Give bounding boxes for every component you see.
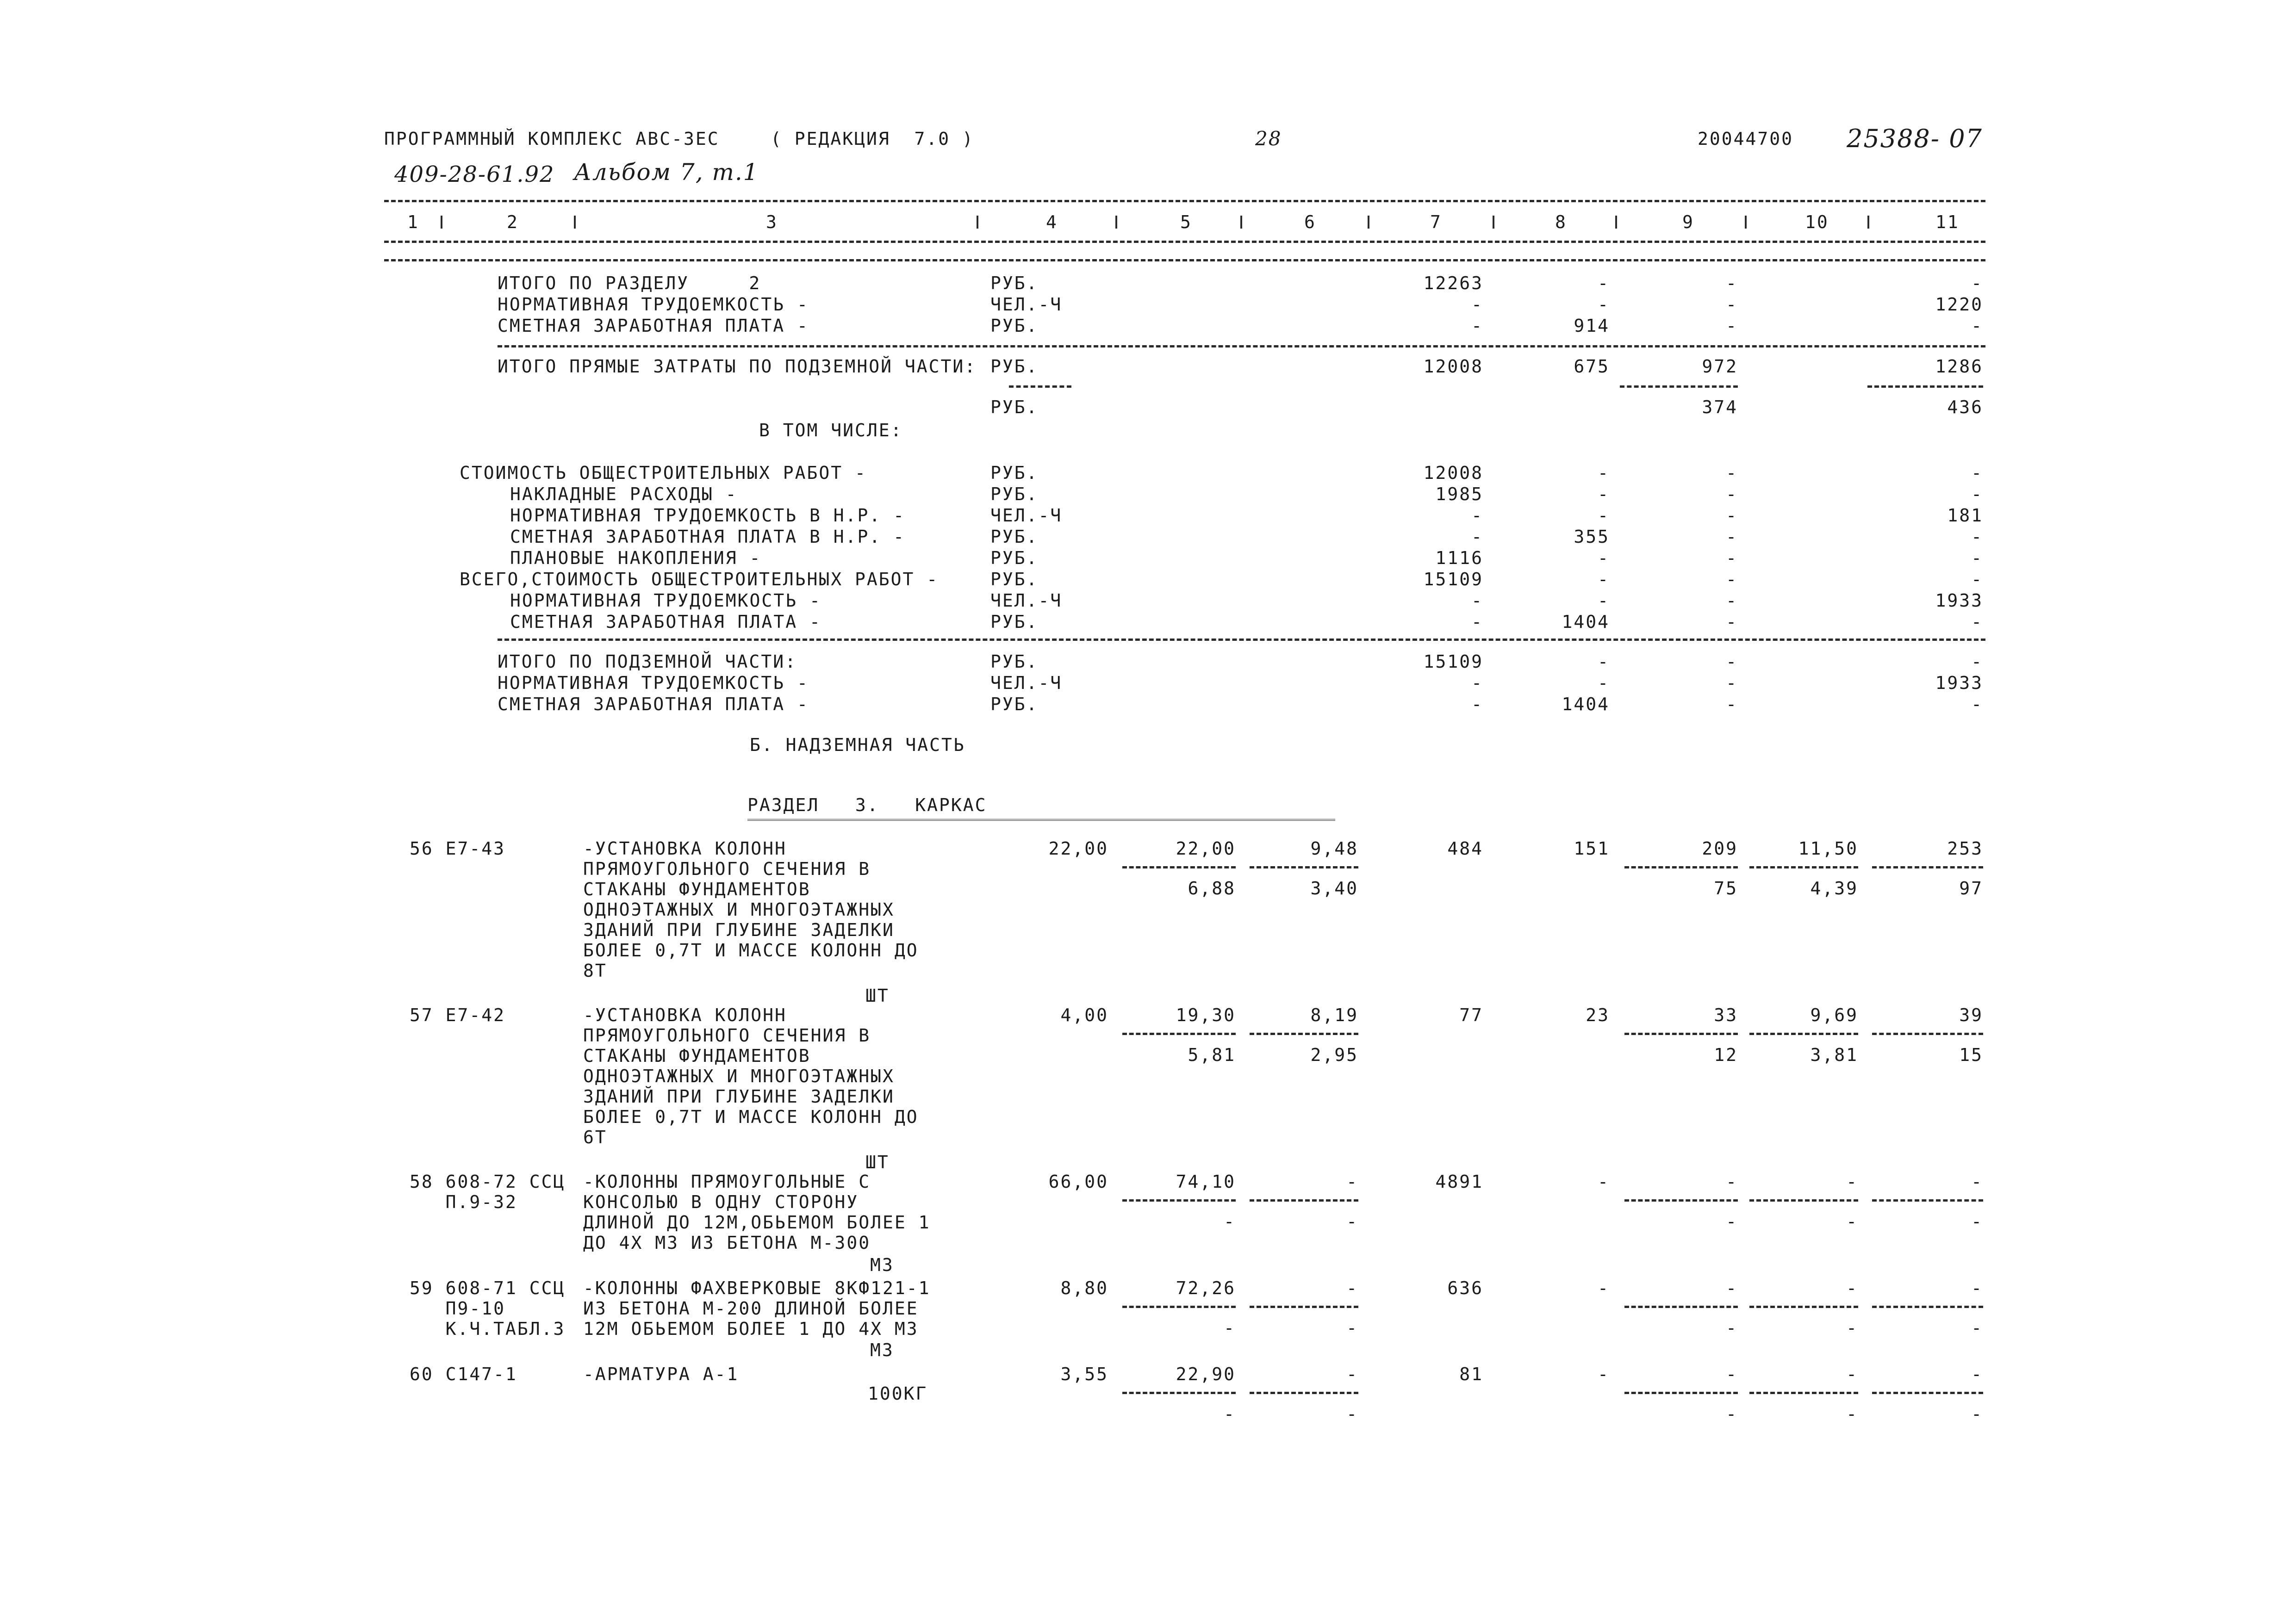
item-code: 57 Е7-42	[410, 1005, 506, 1025]
item-value-c9b: 12	[1714, 1045, 1738, 1065]
summary-value-c9: -	[1726, 316, 1738, 336]
item-description: -УСТАНОВКА КОЛОНН ПРЯМОУГОЛЬНОГО СЕЧЕНИЯ В СТАКАНЫ ФУНДАМЕНТОВ ОДНОЭТАЖНЫХ И МНОГОЭТАЖНЫХ ЗДАНИЙ ПРИ ГЛУБИНЕ ЗАДЕЛКИ БОЛЕЕ 0,7Т И МАССЕ КОЛОНН ДО 6Т	[583, 1005, 919, 1147]
column-number: 3	[766, 212, 778, 232]
column-separator	[1867, 216, 1869, 229]
summary-label: НОРМАТИВНАЯ ТРУДОЕМКОСТЬ -	[510, 590, 821, 611]
item-value-c4: 3,55	[1060, 1364, 1108, 1384]
summary-unit: РУБ.	[990, 527, 1039, 547]
item-description: -КОЛОННЫ ПРЯМОУГОЛЬНЫЕ С КОНСОЛЬЮ В ОДНУ СТОРОНУ ДЛИНОЙ ДО 12М,ОБЬЕМОМ БОЛЕЕ 1 ДО 4Х М3 ИЗ БЕТОНА М-300	[583, 1172, 931, 1253]
summary-label: СМЕТНАЯ ЗАРАБОТНАЯ ПЛАТА В Н.Р. -	[510, 527, 905, 547]
item-value-c10b: 4,39	[1810, 878, 1858, 899]
summary-value-c8: -	[1598, 294, 1610, 315]
rule	[498, 345, 1985, 347]
summary-value-c7: -	[1471, 294, 1483, 315]
including-label: В ТОМ ЧИСЛЕ:	[759, 420, 903, 440]
summary-value-c7: -	[1471, 316, 1483, 336]
summary-value-c11: 1933	[1935, 673, 1983, 693]
summary-value-c11: -	[1971, 463, 1983, 483]
item-value-c5b: 6,88	[1188, 878, 1236, 899]
item-value-c9b: -	[1726, 1211, 1738, 1232]
item-value-c6: -	[1346, 1172, 1358, 1192]
summary-unit: ЧЕЛ.-Ч	[990, 590, 1063, 611]
summary-value-c11: -	[1971, 484, 1983, 504]
summary-value-c9: -	[1726, 590, 1738, 611]
item-sub-rule	[1749, 1306, 1858, 1308]
column-number: 10	[1805, 212, 1829, 232]
column-number: 7	[1430, 212, 1442, 232]
edition-label: ( РЕДАКЦИЯ 7.0 )	[771, 129, 974, 149]
item-value-c10b: -	[1846, 1318, 1858, 1338]
summary-label: ВСЕГО,СТОИМОСТЬ ОБЩЕСТРОИТЕЛЬНЫХ РАБОТ -	[460, 569, 939, 589]
summary-value-c9: -	[1726, 569, 1738, 589]
item-value-c6b: -	[1346, 1318, 1358, 1338]
item-value-c10: 11,50	[1798, 838, 1858, 859]
item-sub-rule	[1872, 1199, 1983, 1202]
summary-value-c8: -	[1598, 673, 1610, 693]
direct-costs-c7: 12008	[1423, 356, 1483, 377]
item-sub-rule	[1250, 1306, 1358, 1308]
item-value-c6b: -	[1346, 1404, 1358, 1424]
summary-label: НАКЛАДНЫЕ РАСХОДЫ -	[510, 484, 738, 504]
item-value-c5b: -	[1224, 1211, 1236, 1232]
item-sub-rule	[1122, 866, 1236, 868]
direct-costs-c9: 972	[1702, 356, 1738, 377]
column-number: 4	[1046, 212, 1058, 232]
item-sub-rule	[1749, 1392, 1858, 1394]
item-unit: М3	[870, 1255, 894, 1275]
item-value-c5: 72,26	[1176, 1278, 1236, 1298]
summary-unit: ЧЕЛ.-Ч	[990, 505, 1063, 526]
item-value-c11: -	[1971, 1172, 1983, 1192]
item-value-c5: 19,30	[1176, 1005, 1236, 1025]
summary-value-c9: -	[1726, 651, 1738, 672]
item-value-c11: 39	[1959, 1005, 1983, 1025]
item-sub-rule	[1122, 1199, 1236, 1202]
item-value-c10: 9,69	[1810, 1005, 1858, 1025]
item-description: -АРМАТУРА А-1	[583, 1364, 739, 1384]
summary-value-c7: 15109	[1423, 569, 1483, 589]
summary-value-c9: -	[1726, 673, 1738, 693]
item-sub-rule	[1624, 1199, 1738, 1202]
item-value-c8: -	[1598, 1364, 1610, 1384]
item-value-c5b: 5,81	[1188, 1045, 1236, 1065]
item-value-c10b: -	[1846, 1211, 1858, 1232]
column-separator	[441, 216, 442, 229]
item-value-c9: 209	[1702, 838, 1738, 859]
item-value-c6b: -	[1346, 1211, 1358, 1232]
item-sub-rule	[1624, 1033, 1738, 1035]
item-value-c6: -	[1346, 1278, 1358, 1298]
summary-value-c9: -	[1726, 548, 1738, 568]
summary-unit: РУБ.	[990, 463, 1039, 483]
item-value-c7: 636	[1447, 1278, 1483, 1298]
item-value-c11b: 97	[1959, 878, 1983, 899]
item-sub-rule	[1624, 866, 1738, 868]
header-rule-top	[384, 200, 1985, 202]
section-underline	[747, 819, 1335, 824]
item-value-c4: 22,00	[1048, 838, 1108, 859]
summary-value-c8: -	[1598, 590, 1610, 611]
column-separator	[1240, 216, 1242, 229]
summary-unit: РУБ.	[990, 651, 1039, 672]
summary-label: НОРМАТИВНАЯ ТРУДОЕМКОСТЬ В Н.Р. -	[510, 505, 905, 526]
summary-value-c9: -	[1726, 484, 1738, 504]
item-value-c9b: 75	[1714, 878, 1738, 899]
summary-value-c8: -	[1598, 548, 1610, 568]
header-rule-bottom-2	[384, 259, 1985, 261]
item-sub-rule	[1872, 1306, 1983, 1308]
summary-value-c8: -	[1598, 463, 1610, 483]
summary-value-c7: -	[1471, 527, 1483, 547]
summary-label: ИТОГО ПО РАЗДЕЛУ 2	[498, 273, 761, 293]
item-value-c7: 4891	[1435, 1172, 1483, 1192]
column-separator	[1368, 216, 1369, 229]
item-description: -УСТАНОВКА КОЛОНН ПРЯМОУГОЛЬНОГО СЕЧЕНИЯ В СТАКАНЫ ФУНДАМЕНТОВ ОДНОЭТАЖНЫХ И МНОГОЭТАЖНЫХ ЗДАНИЙ ПРИ ГЛУБИНЕ ЗАДЕЛКИ БОЛЕЕ 0,7Т И МАССЕ КОЛОНН ДО 8Т	[583, 838, 919, 981]
summary-value-c7: -	[1471, 612, 1483, 632]
item-value-c4: 66,00	[1048, 1172, 1108, 1192]
column-number: 1	[407, 212, 419, 232]
item-sub-rule	[1749, 1199, 1858, 1202]
column-number: 8	[1555, 212, 1567, 232]
summary-value-c11: -	[1971, 273, 1983, 293]
item-value-c7: 484	[1447, 838, 1483, 859]
summary-label: НОРМАТИВНАЯ ТРУДОЕМКОСТЬ -	[498, 294, 809, 315]
column-number: 6	[1304, 212, 1316, 232]
item-value-c8: -	[1598, 1172, 1610, 1192]
direct-costs-label: ИТОГО ПРЯМЫЕ ЗАТРАТЫ ПО ПОДЗЕМНОЙ ЧАСТИ:	[498, 356, 977, 377]
summary-value-c9: -	[1726, 273, 1738, 293]
item-sub-rule	[1749, 866, 1858, 868]
summary-value-c8: 1404	[1562, 612, 1610, 632]
item-value-c9b: -	[1726, 1404, 1738, 1424]
item-description: -КОЛОННЫ ФАХВЕРКОВЫЕ 8КФ121-1 ИЗ БЕТОНА М-200 ДЛИНОЙ БОЛЕЕ 12М ОБЬЕМОМ БОЛЕЕ 1 ДО 4Х М3	[583, 1278, 931, 1339]
item-sub-rule	[1872, 1033, 1983, 1035]
summary-value-c11: 1220	[1935, 294, 1983, 315]
item-value-c8: 151	[1574, 838, 1610, 859]
summary-value-c7: -	[1471, 505, 1483, 526]
album-number: 409-28-61.92	[394, 161, 555, 187]
summary-value-c11: -	[1971, 569, 1983, 589]
summary-value-c7: -	[1471, 673, 1483, 693]
album-label: Альбом 7, т.1	[574, 159, 759, 186]
item-value-c7: 77	[1459, 1005, 1483, 1025]
item-sub-rule	[1250, 866, 1358, 868]
document-code: 20044700	[1698, 129, 1794, 149]
summary-value-c11: -	[1971, 694, 1983, 714]
item-value-c6: -	[1346, 1364, 1358, 1384]
item-sub-rule	[1122, 1033, 1236, 1035]
summary-value-c8: 355	[1574, 527, 1610, 547]
summary-value-c8: -	[1598, 651, 1610, 672]
item-sub-rule	[1122, 1306, 1236, 1308]
item-sub-rule	[1250, 1199, 1358, 1202]
summary-value-c8: -	[1598, 569, 1610, 589]
summary-value-c7: -	[1471, 590, 1483, 611]
column-number: 9	[1682, 212, 1694, 232]
direct-costs-unit: РУБ.	[990, 356, 1039, 377]
item-value-c9: 33	[1714, 1005, 1738, 1025]
direct-costs-c11b: 436	[1947, 397, 1983, 417]
item-value-c11b: 15	[1959, 1045, 1983, 1065]
program-title: ПРОГРАММНЫЙ КОМПЛЕКС АВС-3ЕС	[384, 129, 720, 149]
summary-value-c11: -	[1971, 527, 1983, 547]
item-value-c5: 22,00	[1176, 838, 1236, 859]
item-value-c6b: 3,40	[1310, 878, 1358, 899]
item-value-c10b: -	[1846, 1404, 1858, 1424]
item-value-c9: -	[1726, 1278, 1738, 1298]
summary-value-c7: 12008	[1423, 463, 1483, 483]
summary-unit: РУБ.	[990, 548, 1039, 568]
item-code: 56 Е7-43	[410, 838, 506, 859]
item-sub-rule	[1624, 1392, 1738, 1394]
item-value-c10: -	[1846, 1172, 1858, 1192]
rule	[498, 639, 1985, 641]
summary-unit: РУБ.	[990, 694, 1039, 714]
column-number: 11	[1935, 212, 1960, 232]
summary-value-c11: -	[1971, 612, 1983, 632]
column-separator	[1493, 216, 1494, 229]
item-value-c11b: -	[1971, 1211, 1983, 1232]
direct-costs-c8: 675	[1574, 356, 1610, 377]
summary-value-c9: -	[1726, 505, 1738, 526]
direct-costs-c9b: 374	[1702, 397, 1738, 417]
item-value-c8: -	[1598, 1278, 1610, 1298]
item-value-c7: 81	[1459, 1364, 1483, 1384]
item-code: 59 608-71 ССЦ П9-10 К.Ч.ТАБЛ.3	[410, 1278, 566, 1339]
item-sub-rule	[1872, 1392, 1983, 1394]
direct-costs-unit-2: РУБ.	[990, 397, 1039, 417]
item-value-c11b: -	[1971, 1318, 1983, 1338]
summary-value-c8: 1404	[1562, 694, 1610, 714]
page-number: 28	[1255, 127, 1282, 150]
item-value-c10: -	[1846, 1364, 1858, 1384]
column-number: 2	[507, 212, 519, 232]
summary-unit: ЧЕЛ.-Ч	[990, 294, 1063, 315]
summary-value-c7: 1985	[1435, 484, 1483, 504]
summary-label: ПЛАНОВЫЕ НАКОПЛЕНИЯ -	[510, 548, 762, 568]
item-value-c5b: -	[1224, 1404, 1236, 1424]
summary-unit: РУБ.	[990, 273, 1039, 293]
summary-value-c9: -	[1726, 294, 1738, 315]
summary-label: СТОИМОСТЬ ОБЩЕСТРОИТЕЛЬНЫХ РАБОТ -	[460, 463, 867, 483]
item-value-c9b: -	[1726, 1318, 1738, 1338]
item-value-c11: -	[1971, 1364, 1983, 1384]
item-code: 58 608-72 ССЦ П.9-32	[410, 1172, 566, 1212]
summary-label: СМЕТНАЯ ЗАРАБОТНАЯ ПЛАТА -	[510, 612, 821, 632]
item-sub-rule	[1122, 1392, 1236, 1394]
summary-value-c7: 12263	[1423, 273, 1483, 293]
item-value-c6: 8,19	[1310, 1005, 1358, 1025]
summary-value-c7: 15109	[1423, 651, 1483, 672]
item-value-c11b: -	[1971, 1404, 1983, 1424]
item-sub-rule	[1250, 1392, 1358, 1394]
summary-value-c11: -	[1971, 548, 1983, 568]
summary-value-c7: 1116	[1435, 548, 1483, 568]
summary-value-c7: -	[1471, 694, 1483, 714]
summary-unit: РУБ.	[990, 484, 1039, 504]
item-sub-rule	[1624, 1306, 1738, 1308]
item-value-c11: -	[1971, 1278, 1983, 1298]
summary-label: ИТОГО ПО ПОДЗЕМНОЙ ЧАСТИ:	[498, 651, 797, 672]
doc-number: 25388- 07	[1847, 124, 1983, 153]
header-rule-bottom	[384, 241, 1985, 243]
item-value-c4: 8,80	[1060, 1278, 1108, 1298]
column-separator	[1745, 216, 1747, 229]
summary-value-c9: -	[1726, 612, 1738, 632]
column-number: 5	[1180, 212, 1192, 232]
summary-value-c9: -	[1726, 694, 1738, 714]
item-value-c5: 22,90	[1176, 1364, 1236, 1384]
sub-rule	[1620, 385, 1738, 388]
column-separator	[977, 216, 978, 229]
summary-label: СМЕТНАЯ ЗАРАБОТНАЯ ПЛАТА -	[498, 316, 809, 336]
sub-rule	[1009, 385, 1071, 388]
item-unit: ШТ	[865, 1152, 890, 1172]
item-value-c8: 23	[1586, 1005, 1610, 1025]
item-unit: 100КГ	[868, 1383, 928, 1404]
column-separator	[1115, 216, 1117, 229]
summary-unit: РУБ.	[990, 569, 1039, 589]
item-value-c9: -	[1726, 1364, 1738, 1384]
summary-value-c11: 1933	[1935, 590, 1983, 611]
item-value-c6: 9,48	[1310, 838, 1358, 859]
item-value-c4: 4,00	[1060, 1005, 1108, 1025]
item-sub-rule	[1749, 1033, 1858, 1035]
column-separator	[574, 216, 576, 229]
summary-value-c11: 181	[1947, 505, 1983, 526]
summary-unit: ЧЕЛ.-Ч	[990, 673, 1063, 693]
item-value-c6b: 2,95	[1310, 1045, 1358, 1065]
item-unit: М3	[870, 1340, 894, 1360]
summary-label: СМЕТНАЯ ЗАРАБОТНАЯ ПЛАТА -	[498, 694, 809, 714]
item-sub-rule	[1250, 1033, 1358, 1035]
item-value-c9: -	[1726, 1172, 1738, 1192]
summary-value-c8: -	[1598, 484, 1610, 504]
item-value-c5b: -	[1224, 1318, 1236, 1338]
summary-value-c11: -	[1971, 651, 1983, 672]
direct-costs-c11: 1286	[1935, 356, 1983, 377]
item-value-c10: -	[1846, 1278, 1858, 1298]
sub-rule	[1867, 385, 1983, 388]
summary-value-c9: -	[1726, 463, 1738, 483]
item-unit: ШТ	[865, 986, 890, 1006]
item-value-c10b: 3,81	[1810, 1045, 1858, 1065]
summary-value-c8: -	[1598, 273, 1610, 293]
part-b-heading: Б. НАДЗЕМНАЯ ЧАСТЬ	[750, 735, 965, 755]
summary-value-c9: -	[1726, 527, 1738, 547]
summary-value-c8: -	[1598, 505, 1610, 526]
summary-label: НОРМАТИВНАЯ ТРУДОЕМКОСТЬ -	[498, 673, 809, 693]
column-separator	[1615, 216, 1617, 229]
item-value-c5: 74,10	[1176, 1172, 1236, 1192]
item-sub-rule	[1872, 866, 1983, 868]
summary-value-c8: 914	[1574, 316, 1610, 336]
summary-unit: РУБ.	[990, 612, 1039, 632]
item-value-c11: 253	[1947, 838, 1983, 859]
summary-value-c11: -	[1971, 316, 1983, 336]
item-code: 60 С147-1	[410, 1364, 517, 1384]
section-heading: РАЗДЕЛ 3. КАРКАС	[747, 795, 987, 815]
summary-unit: РУБ.	[990, 316, 1039, 336]
